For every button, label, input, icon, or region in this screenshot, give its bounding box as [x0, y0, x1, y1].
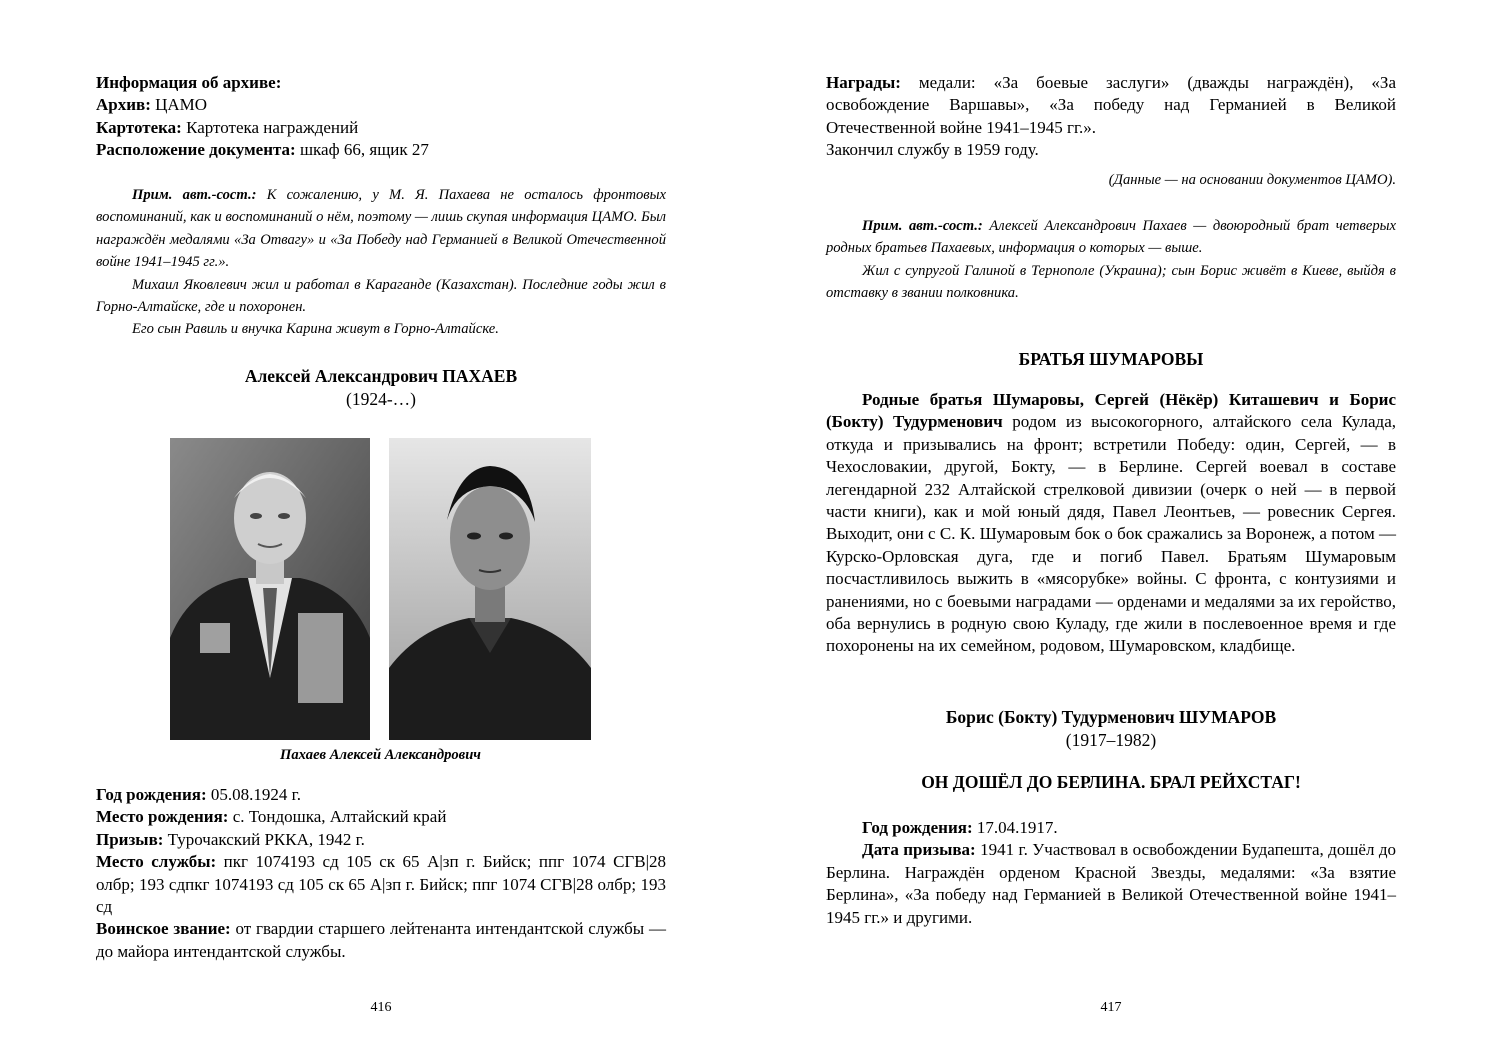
service-value: пкг 1074193 сд 105 ск 65 А|зп г. Бийск; ппг 1074 СГВ|28 олбр; 193 сдпкг 1074193 сд 105 ск 65 А|зп г. Бийск; ппг 1074 СГВ|28 олбр; 193 сд: [96, 852, 666, 917]
page-number-right: 417: [1100, 1000, 1122, 1015]
person-years-right: (1917–1982): [1065, 730, 1157, 750]
person-heading: [96, 365, 666, 411]
awards-label: Награды:: [826, 73, 901, 92]
draft-value: Турочакский РККА, 1942 г.: [167, 829, 365, 849]
page-number-left: 416: [370, 1000, 392, 1015]
intro-text: родом из высокогорного, алтайского села Кулада, откуда и призывались на фронт; встретили Победу: один, Сергей, — в Чехословакии, другой, Бокту, — в Берлине. Сергей воевал в составе легендарной 232 Алтайской стрелковой дивизии (очерк о ней — в первой части книги), как и мой юный дядя, Павел Леонтьев, — ровесник Сергея. Выходит, они с С. К. Шумаровым бок о бок сражались за Воронеж, а потом — Курско-Орловская дуга, где и погиб Павел. Братьям Шумаровым посчастливилось выжить в «мясорубке» войны. С фронта, с контузиями и ранениями, но с боевыми наградами — орденами и медалями за их геройство, оба вернулись в родную свою Куладу, где жили в послевоенное время и где похоронены на их семейном, родовом, Шумаровском, кладбище.: [826, 412, 1397, 656]
archive-label: Архив:: [96, 95, 151, 115]
draft-label: Призыв:: [96, 829, 164, 849]
headline: ОН ДОШЁЛ ДО БЕРЛИНА. БРАЛ РЕЙХСТАГ!: [921, 772, 1301, 792]
rank-label: Воинское звание:: [96, 919, 231, 939]
note-p1: К сожалению, у М. Я. Пахаева не осталось фронтовых воспоминаний, как и воспоминаний о нём, поэтому — лишь скупая информация ЦАМО. Был награждён медалями «За Отвагу» и «За Победу над Германией в Великой Отечественной войне 1941–1945 гг.».: [96, 187, 666, 271]
archive-header: Информация об архиве:: [96, 73, 282, 92]
author-note: [96, 184, 666, 341]
location-label: Расположение документа:: [96, 140, 296, 160]
person-details: [96, 784, 666, 963]
photo-young-graphic: [389, 438, 591, 740]
rank-value: от гвардии старшего лейтенанта интендантской службы — до майора интендантской службы.: [96, 919, 666, 961]
photo-caption: Пахаев Алексей Александрович: [280, 747, 481, 763]
service-label: Место службы:: [96, 852, 217, 872]
photo-older-portrait: [170, 438, 370, 740]
note-p2: Михаил Яковлевич жил и работал в Караганде (Казахстан). Последние годы жил в Горно-Алтайске, где и похоронен.: [96, 276, 666, 316]
draft-date-label: Дата призыва:: [862, 840, 976, 860]
birth-label-right: Год рождения:: [862, 818, 973, 837]
awards-info: [826, 72, 1396, 162]
birth-value-right: 17.04.1917.: [976, 818, 1058, 837]
birth-label: Год рождения:: [96, 785, 207, 804]
birthplace-label: Место рождения:: [96, 807, 229, 827]
photo-older-graphic: [170, 438, 370, 740]
location-value: шкаф 66, ящик 27: [299, 140, 429, 160]
birth-value: 05.08.1924 г.: [210, 785, 301, 804]
person-name: Алексей Александрович ПАХАЕВ: [244, 366, 518, 386]
note-right-p1: Алексей Александрович Пахаев — двоюродный брат четверых родных братьев Пахаевых, информация о которых — выше.: [826, 218, 1396, 257]
person-name-right: Борис (Бокту) Тудурменович ШУМАРОВ: [945, 707, 1277, 727]
awards-value: медали: «За боевые заслуги» (дважды награждён), «За освобождение Варшавы», «За победу над Германией в Великой Отечественной войне 1941–1945 гг.».: [826, 73, 1396, 137]
note-label-right: Прим. авт.-сост.:: [862, 218, 983, 234]
end-service: Закончил службу в 1959 году.: [826, 140, 1039, 160]
photo-young-portrait: [389, 438, 591, 740]
right-page: [746, 0, 1492, 1058]
draft-date-value: 1941 г. Участвовал в освобождении Будапешта, дошёл до Берлина. Награждён орденом Красной Звезды, медалями: «За взятие Берлина», «За победу над Германией в Великой Отечественной войне 1941–1945 гг.» и другими.: [826, 840, 1396, 927]
note-right-p2: Жил с супругой Галиной в Тернополе (Украина); сын Борис живёт в Киеве, выйдя в отставку в звании полковника.: [826, 262, 1396, 302]
author-note-right: [826, 215, 1396, 305]
card-value: Картотека награждений: [186, 117, 359, 137]
birthplace-value: с. Тондошка, Алтайский край: [232, 807, 447, 827]
brothers-intro: [826, 389, 1396, 658]
note-label: Прим. авт.-сост.:: [132, 187, 257, 203]
note-p3: Его сын Равиль и внучка Карина живут в Горно-Алтайске.: [132, 321, 499, 338]
person-heading-right: [826, 706, 1396, 752]
section-title: БРАТЬЯ ШУМАРОВЫ: [1018, 349, 1204, 369]
archive-value: ЦАМО: [155, 95, 208, 115]
intro-bold: Родные братья Шумаровы, Сергей (Нёкёр) Киташевич и Борис (Бокту) Тудурменович: [826, 390, 1396, 432]
person-years: (1924-…): [346, 389, 416, 409]
data-source: (Данные — на основании документов ЦАМО).: [1108, 172, 1396, 188]
archive-info: [96, 72, 666, 162]
card-label: Картотека:: [96, 117, 182, 137]
person-details-right: [826, 817, 1396, 929]
